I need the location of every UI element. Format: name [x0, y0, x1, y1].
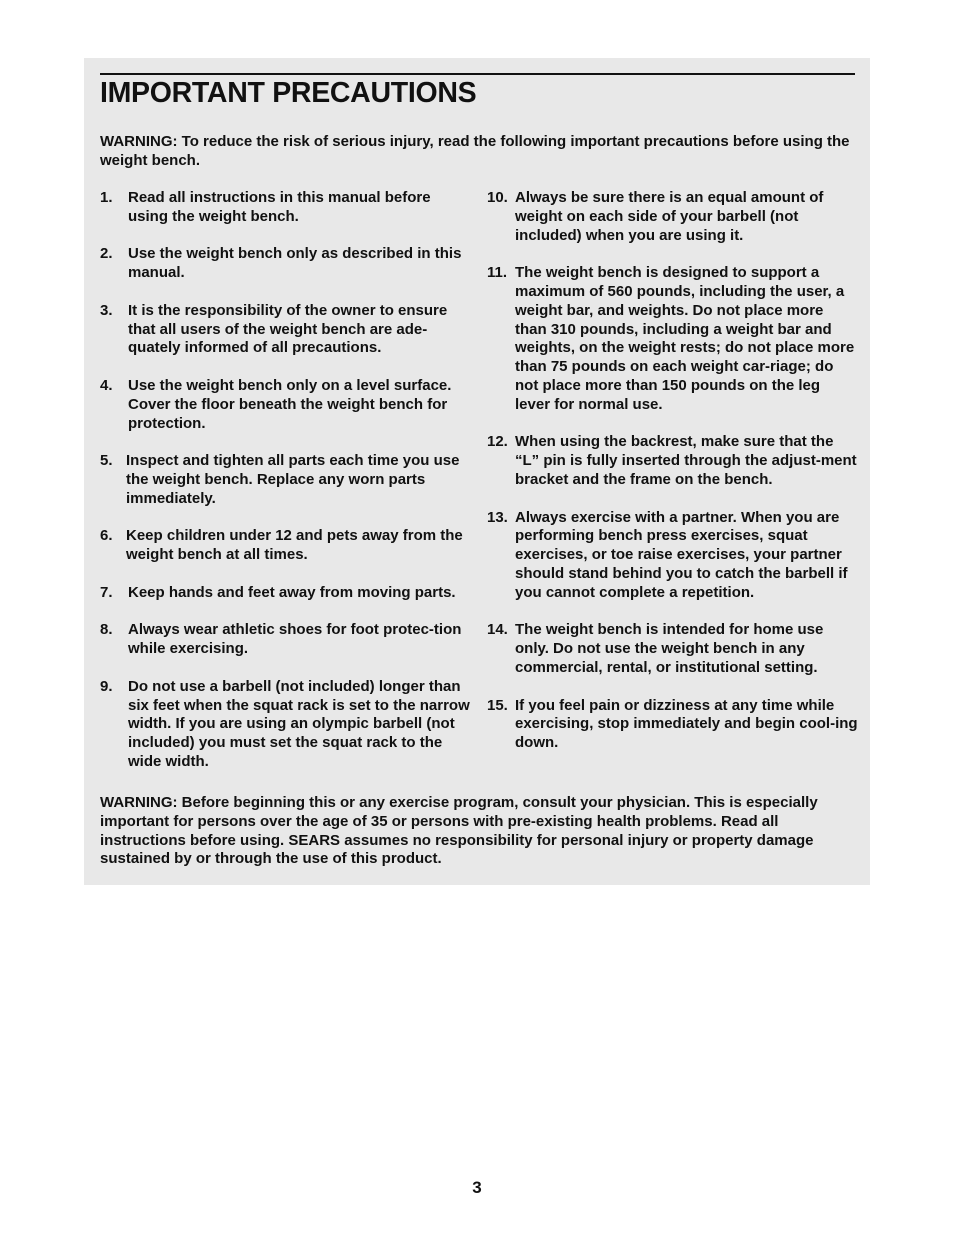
item-text: When using the backrest, make sure that the “L” pin is fully inserted through the adjust-ment bracket and the frame on the bench.	[515, 433, 857, 488]
precaution-item-15	[487, 697, 859, 753]
precaution-item-4	[100, 377, 472, 433]
item-number: 13.	[487, 508, 508, 526]
item-text: Always exercise with a partner. When you are performing bench press exercises, squat exercises, or toe raise exercises, your partner should stand behind you to catch the barbell if you cannot complete a repetition.	[515, 508, 848, 601]
item-text: Always wear athletic shoes for foot protec-tion while exercising.	[128, 621, 462, 658]
warning-bottom: WARNING: Before beginning this or any exercise program, consult your physician. This is especially important for persons over the age of 35 or persons with pre-existing health problems. Read all instructions before using. SEARS assumes no responsibility for personal injury or property damage sustained by or through the use of this product.	[100, 794, 818, 868]
item-number: 6.	[100, 527, 113, 545]
item-text: Do not use a barbell (not included) longer than six feet when the squat rack is set to the narrow width. If you are using an olympic barbell (not included) you must set the squat rack to the wide width.	[128, 677, 470, 770]
precautions-list-right	[487, 189, 859, 772]
item-number: 1.	[100, 189, 113, 206]
item-number: 15.	[487, 696, 508, 714]
item-text: Read all instructions in this manual before using the weight bench.	[128, 189, 431, 225]
item-text: Use the weight bench only as described in this manual.	[128, 245, 462, 282]
item-number: 12.	[487, 433, 508, 451]
precaution-item-1	[100, 189, 472, 227]
precaution-item-11	[487, 264, 859, 414]
item-number: 11.	[487, 264, 508, 282]
precaution-item-2	[100, 245, 472, 283]
item-text: The weight bench is intended for home use only. Do not use the weight bench in any commercial, rental, or institutional setting.	[515, 621, 824, 676]
item-text: Always be sure there is an equal amount of weight on each side of your barbell (not included) when you are using it.	[515, 189, 824, 244]
item-text: It is the responsibility of the owner to ensure that all users of the weight bench are ade-quately informed of all precautions.	[128, 301, 448, 357]
precaution-item-12	[487, 433, 859, 489]
item-text: If you feel pain or dizziness at any time while exercising, stop immediately and begin cool-ing down.	[515, 696, 858, 752]
precautions-list-left	[100, 189, 472, 791]
precaution-item-14	[487, 621, 859, 677]
precaution-item-3	[100, 302, 472, 358]
page-number: 3	[472, 1178, 482, 1197]
title-rule	[100, 73, 855, 75]
item-number: 5.	[100, 452, 113, 470]
item-number: 8.	[100, 621, 113, 639]
item-text: The weight bench is designed to support a maximum of 560 pounds, including the user, a weight bar, and weights. Do not place more than 310 pounds, including a weight bar and weights, on the weight rests; do not place more than 75 pounds on each weight car-riage; do not place more than 150 pounds on the leg lever for normal use.	[515, 264, 855, 413]
warning-top: WARNING: To reduce the risk of serious injury, read the following important precautions before using the weight bench.	[100, 133, 850, 169]
precaution-item-7	[100, 584, 472, 603]
page-title: IMPORTANT PRECAUTIONS	[100, 77, 477, 109]
item-number: 4.	[100, 376, 113, 394]
item-text: Inspect and tighten all parts each time you use the weight bench. Replace any worn parts immediately.	[126, 452, 460, 507]
item-number: 9.	[100, 677, 113, 695]
item-text: Keep children under 12 and pets away from the weight bench at all times.	[126, 527, 463, 564]
precaution-item-8	[100, 621, 472, 659]
precaution-item-6	[100, 527, 472, 565]
precaution-item-9	[100, 678, 472, 772]
item-number: 3.	[100, 301, 113, 319]
precaution-item-10	[487, 189, 859, 245]
item-number: 7.	[100, 583, 113, 601]
item-number: 2.	[100, 245, 113, 263]
item-number: 10.	[487, 189, 508, 206]
item-number: 14.	[487, 621, 508, 639]
precaution-item-5	[100, 452, 472, 508]
item-text: Use the weight bench only on a level surface. Cover the floor beneath the weight bench for protection.	[128, 376, 452, 432]
precaution-item-13	[487, 509, 859, 603]
item-text: Keep hands and feet away from moving parts.	[128, 583, 456, 601]
